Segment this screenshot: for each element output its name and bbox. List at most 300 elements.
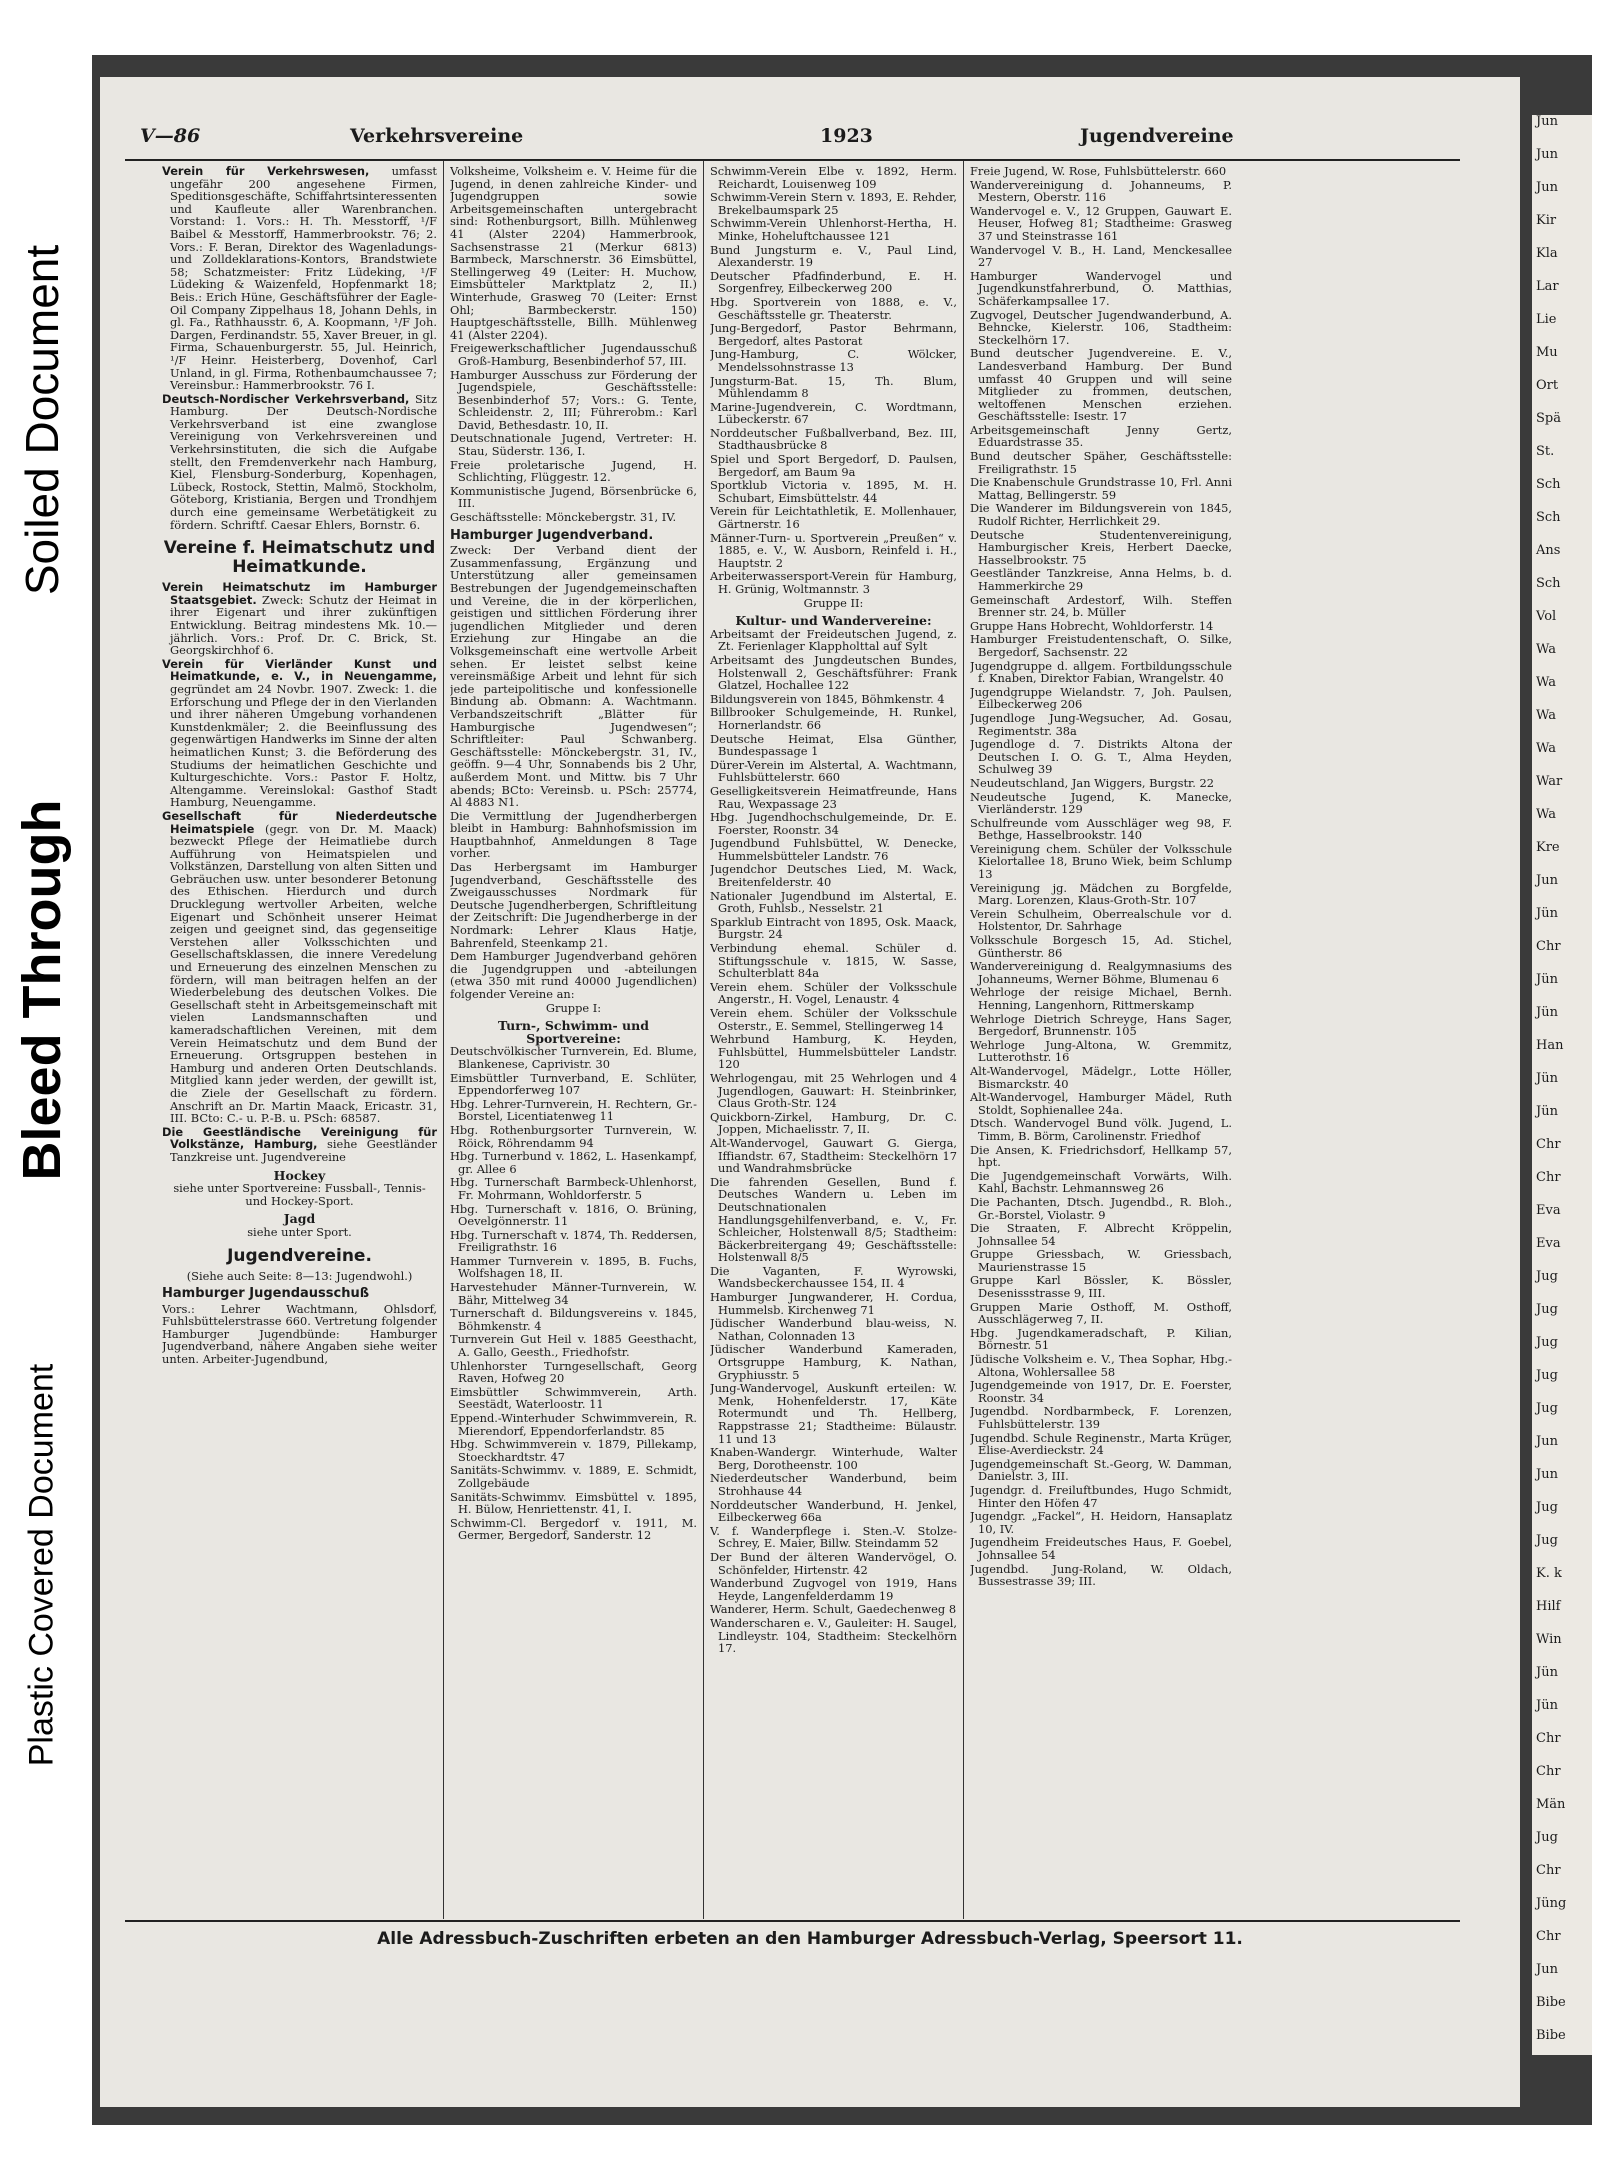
entry-text: Schwimm-Verein Stern v. 1893, E. Rehder, Brekelbaumspark 25 — [710, 190, 957, 217]
directory-entry — [970, 309, 1232, 347]
directory-entry — [450, 485, 697, 510]
entry-text: Hbg. Sportverein von 1888, e. V., Geschäftsstelle gr. Theaterstr. — [710, 294, 957, 322]
neighbor-line: Jug — [1536, 1269, 1558, 1284]
directory-entry — [710, 191, 957, 216]
entry-text: Das Herbergsamt im Hamburger Jugendverband, Geschäftsstelle des Zweigausschusses Nordmark für Deutsche Jugendherbergen, Schriftleitung der Zeitschrift: Die Jugendherberge in der Nordmark: Lehrer Klaus Hatje, Bahrenfeld, Steenkamp 21. — [450, 860, 697, 950]
directory-entry — [710, 375, 957, 400]
entry-text: Die Vermittlung der Jugendherbergen bleibt in Hamburg: Bahnhofsmission im Hauptbahnhof, Anmeldungen 8 Tage vorher. — [450, 808, 697, 861]
entry-text: Hbg. Turnerschaft v. 1816, O. Brüning, Oevelgönnerstr. 11 — [450, 1201, 697, 1229]
entry-text: Hbg. Schwimmverein v. 1879, Pillekamp, Stoeckhardtstr. 47 — [450, 1437, 697, 1464]
entry-text: Geestländer Tanzkreise, Anna Helms, b. d. Hammerkirche 29 — [970, 566, 1232, 593]
entry-text: Wehrloge Dietrich Schreyge, Hans Sager, Bergedorf, Brunnenstr. 105 — [970, 1011, 1232, 1039]
directory-entry — [970, 1484, 1232, 1509]
directory-entry — [710, 733, 957, 758]
directory-entry — [970, 777, 1232, 790]
neighbor-line: Jün — [1536, 1665, 1558, 1680]
directory-entry — [710, 759, 957, 784]
neighbor-line: Jug — [1536, 1302, 1558, 1317]
entry-text: Niederdeutscher Wanderbund, beim Strohhause 44 — [710, 1471, 957, 1498]
directory-entry — [970, 450, 1232, 475]
entry-text: Verein Schulheim, Oberrealschule vor d. Holstentor, Dr. Sahrhage — [970, 906, 1232, 934]
entry-name: Verein für Verkehrswesen, — [162, 165, 370, 178]
entry-text: Gruppe Karl Bössler, K. Bössler, Desenissstrasse 9, III. — [970, 1273, 1232, 1301]
directory-entry — [970, 1353, 1232, 1378]
entry-text: Jugendbund Fuhlsbüttel, W. Denecke, Hummelsbütteler Landstr. 76 — [710, 836, 957, 863]
entry-text: Bund deutscher Jugendvereine. E. V., Landesverband Hamburg. Der Bund umfasst 40 Gruppen und will seine Mitglieder zu frommen, deutschen, weltoffenen Menschen erziehen. Geschäftsstelle: Isestr. 17 — [970, 346, 1232, 424]
entry-text: Eimsbüttler Turnverband, E. Schlüter, Eppendorferweg 107 — [450, 1070, 697, 1098]
directory-entry — [710, 322, 957, 347]
entry-text: Arbeitsamt der Freideutschen Jugend, z. Zt. Ferienlager Klappholttal auf Sylt — [710, 626, 957, 654]
text-column-4 — [970, 165, 1232, 1915]
directory-entry — [162, 581, 437, 657]
neighbor-line: Hilf — [1536, 1599, 1561, 1614]
neighbor-line: Wa — [1536, 741, 1556, 756]
subheading — [450, 1020, 697, 1045]
entry-text: Vereinigung chem. Schüler der Volksschule Kielortallee 18, Bruno Wiek, beim Schlump 13 — [970, 841, 1232, 882]
entry-text: Dürer-Verein im Alstertal, A. Wachtmann, Fuhlsbüttelerstr. 660 — [710, 757, 957, 785]
entry-name: Gesellschaft für Niederdeutsche Heimatspiele — [162, 808, 437, 836]
directory-entry — [970, 882, 1232, 907]
directory-entry — [710, 244, 957, 269]
directory-entry — [450, 1072, 697, 1097]
section-heading — [162, 539, 437, 577]
directory-entry — [450, 1307, 697, 1332]
directory-entry — [450, 165, 697, 341]
directory-entry — [450, 861, 697, 949]
entry-text: (Siehe auch Seite: 8—13: Jugendwohl.) — [186, 1268, 413, 1283]
entry-text: Sanitäts-Schwimmv. v. 1889, E. Schmidt, Zollgebäude — [450, 1463, 697, 1490]
document-page — [100, 77, 1520, 2107]
entry-text: siehe unter Sport. — [247, 1224, 352, 1239]
entry-text: Arbeitsgemeinschaft Jenny Gertz, Eduardstrasse 35. — [970, 422, 1232, 450]
directory-entry — [970, 1170, 1232, 1195]
directory-entry — [162, 393, 437, 532]
directory-entry — [710, 1472, 957, 1497]
directory-entry — [450, 1229, 697, 1254]
directory-entry — [710, 785, 957, 810]
neighbor-line: Jug — [1536, 1500, 1558, 1515]
entry-text: Hamburger Wandervogel und Jugendkunstfahrerbund, O. Matthias, Schäferkampsallee 17. — [970, 268, 1232, 308]
entry-text: Zweck: Der Verband dient der Zusammenfassung, Ergänzung und Unterstützung aller gemeinsamen Bestrebungen der Jugendgemeinschaften und Vereine, die in der körperlichen, geistigen und sittlichen Förderung ihrer jugendlichen Mitglieder und deren Erziehung zur Hingabe an die Volksgemeinschaft eine wertvolle Arbeit sehen. Er leistet selbst keine vereinsmäßige Arbeit und lehnt für sich jede parteipolitische und konfessionelle Bindung ab. Obmann: A. Wachtmann. Verbandszeitschrift „Blätter für Hamburgische Jugendwesen“; Schriftleiter: Paul Schwanberg. Geschäftsstelle: Mönckebergstr. 31, IV., geöffn. 9—4 Uhr, Sonnabends bis 2 Uhr, außerdem Mont. und Mittw. bis 7 Uhr abends; BCto: Vereinsb. u. PSch: 25774, Al 4883 N1. — [450, 543, 697, 810]
directory-entry — [970, 934, 1232, 959]
directory-entry — [970, 1013, 1232, 1038]
directory-entry — [162, 658, 437, 809]
entry-name: Deutsch-Nordischer Verkehrsverband, — [162, 391, 410, 406]
directory-entry — [710, 296, 957, 321]
page-number: V—86 — [140, 125, 201, 147]
entry-text: Jung-Hamburg, C. Wölcker, Mendelssohnstrasse 13 — [710, 347, 957, 374]
directory-entry — [450, 1464, 697, 1489]
entry-text: Turnverein Gut Heil v. 1885 Geesthacht, A. Gallo, Geesth., Friedhofstr. — [450, 1332, 697, 1360]
directory-entry — [450, 950, 697, 1000]
entry-name: Die Geestländische Vereinigung für Volkstänze, Hamburg, — [162, 1124, 437, 1152]
neighbor-line: Spä — [1536, 411, 1561, 426]
entry-text: Vereinigung jg. Mädchen zu Borgfelde, Marg. Lorenzen, Klaus-Groth-Str. 107 — [970, 880, 1232, 908]
text-column-1 — [162, 165, 437, 1915]
entry-text: Neudeutschland, Jan Wiggers, Burgstr. 22 — [970, 775, 1214, 790]
neighbor-line: Chr — [1536, 1863, 1561, 1878]
entry-text: Jugendbd. Jung-Roland, W. Oldach, Bussestrasse 39; III. — [970, 1561, 1232, 1589]
text-column-3 — [710, 165, 957, 1915]
directory-entry — [970, 502, 1232, 527]
entry-text: Die Ansen, K. Friedrichsdorf, Hellkamp 57, hpt. — [970, 1142, 1232, 1170]
directory-entry — [450, 1281, 697, 1306]
neighbor-line: Jug — [1536, 1335, 1558, 1350]
directory-entry — [970, 1327, 1232, 1352]
entry-text: Deutscher Pfadfinderbund, E. H. Sorgenfrey, Eilbeckerweg 200 — [710, 268, 957, 296]
entry-text: Die Vaganten, F. Wyrowski, Wandsbeckerchaussee 154, II. 4 — [710, 1263, 957, 1291]
entry-text: Norddeutscher Wanderbund, H. Jenkel, Eilbeckerweg 66a — [710, 1497, 957, 1525]
entry-text: Eppend.-Winterhuder Schwimmverein, R. Mierendorf, Eppendorferlandstr. 85 — [450, 1411, 697, 1438]
scan-frame — [92, 55, 1592, 2125]
directory-entry — [970, 1196, 1232, 1221]
entry-text: Jugendbd. Nordbarmbeck, F. Lorenzen, Fuhlsbüttelerstr. 139 — [970, 1404, 1232, 1431]
entry-text: Gruppen Marie Osthoff, M. Osthoff, Ausschlägerweg 7, II. — [970, 1299, 1232, 1327]
neighbor-line: Kre — [1536, 840, 1560, 855]
directory-entry — [710, 837, 957, 862]
neighbor-line: Chr — [1536, 1137, 1561, 1152]
neighbor-line: Jün — [1536, 1698, 1558, 1713]
directory-entry — [162, 1270, 437, 1283]
section-heading — [450, 527, 697, 543]
header-rule — [125, 159, 1460, 161]
directory-entry — [450, 1386, 697, 1411]
entry-text: Jugendvereine. — [227, 1245, 372, 1266]
neighbor-line: Jün — [1536, 1104, 1558, 1119]
entry-text: (gegr. von Dr. M. Maack) bezweckt Pflege der Heimatliebe durch Aufführung von Heimatspielen und Volkstänzen, Darstellung von alten Sitten und Gebräuchen usw. unter besonderer Betonung des Ethischen. Hierdurch und durch Drucklegung wertvoller Arbeiten, welche Eigenart und Schönheit unserer Heimat zeigen und geeignet sind, das gegenseitige Verstehen aller Volksschichten und Gesellschaftsklassen, die innere Veredelung und Erneuerung des einzelnen Menschen zu fördern, will man beitragen helfen an der Wiederbelebung des deutschen Volkes. Die Gesellschaft steht in Arbeitsgemeinschaft mit vielen Landsmannschaften und kameradschaftlichen Vereinen, mit dem Verein Heimatschutz und dem Bund der Erneuerung. Ortsgruppen bestehen in Hamburg und anderen Orten Deutschlands. Mitglied kann jeder werden, der gewillt ist, die Ziele der Gesellschaft zu fördern. Anschrift an Dr. Martin Maack, Ericastr. 31, III. BCto: C.- u. P.-B. u. PSch: 68587. — [170, 821, 437, 1126]
directory-entry — [450, 432, 697, 457]
header-year: 1923 — [820, 125, 873, 147]
directory-entry — [450, 1124, 697, 1149]
entry-text: Jugendgruppe d. allgem. Fortbildungsschule f. Knaben, Direktor Fabian, Wrangelstr. 40 — [970, 658, 1232, 686]
entry-text: Geselligkeitsverein Heimatfreunde, Hans Rau, Wexpassage 23 — [710, 783, 957, 811]
entry-text: Freie proletarische Jugend, H. Schlichting, Flüggestr. 12. — [450, 457, 697, 485]
entry-text: Jugendgemeinschaft St.-Georg, W. Damman, Danielstr. 3, III. — [970, 1456, 1232, 1484]
directory-entry — [450, 1412, 697, 1437]
entry-text: Gruppe Griessbach, W. Griessbach, Maurienstrasse 15 — [970, 1247, 1232, 1274]
entry-text: gegründet am 24 Novbr. 1907. Zweck: 1. die Erforschung und Pflege der in den Vierlanden und ihrer näheren Umgebung vorhandenen Kunstdenkmäler; 2. die Beeinflussung des gegenwärtigen Handwerks im Sinne der alten heimatlichen Kunst; 3. die Beförderung des Studiums der heimatlichen Geschichte und Kulturgeschichte. Vors.: Pastor F. Holtz, Altengamme. Vereinslokal: Gasthof Stadt Hamburg, Neuengamme. — [170, 681, 437, 810]
entry-text: Eimsbüttler Schwimmverein, Arth. Seestädt, Waterloostr. 11 — [450, 1384, 697, 1412]
directory-entry — [710, 1446, 957, 1471]
neighbor-line: Win — [1536, 1632, 1562, 1647]
directory-entry — [970, 179, 1232, 204]
directory-entry — [970, 1144, 1232, 1169]
entry-text: Hbg. Rothenburgsorter Turnverein, W. Röick, Röhrendamm 94 — [450, 1122, 697, 1150]
directory-entry — [162, 1303, 437, 1366]
entry-text: Jugendgruppe Wielandstr. 7, Joh. Paulsen, Eilbeckerweg 206 — [970, 684, 1232, 712]
column-divider — [703, 161, 704, 1919]
plastic-covered-label: Plastic Covered Document — [22, 1363, 61, 1767]
entry-text: Die fahrenden Gesellen, Bund f. Deutsches Wandern u. Leben im Deutschnationalen Handlungsgehilfenverband, e. V., Fr. Schleicher, Holstenwall 8/5; Stadtheim: Bäckerbreitergang 49; Geschäftsstelle: Holstenwall 8/5 — [710, 1174, 957, 1265]
directory-entry — [710, 1291, 957, 1316]
entry-text: Hbg. Turnerbund v. 1862, L. Hasenkampf, gr. Allee 6 — [450, 1149, 697, 1176]
entry-text: Neudeutsche Jugend, K. Manecke, Vierländerstr. 129 — [970, 789, 1232, 817]
directory-entry — [970, 594, 1232, 619]
neighbor-line: Jun — [1536, 180, 1558, 195]
directory-entry — [710, 1317, 957, 1342]
directory-entry — [710, 1176, 957, 1264]
entry-text: Jung-Wandervogel, Auskunft erteilen: W. Menk, Hohenfelderstr. 17, Käte Rotermundt und Th. Hellberg, Rappstrasse 21; Stadtheime: Bülaustr. 11 und 13 — [710, 1381, 957, 1446]
neighbor-line: Vol — [1536, 609, 1557, 624]
directory-entry — [970, 347, 1232, 423]
section-heading — [162, 1288, 437, 1301]
directory-entry — [162, 1126, 437, 1164]
entry-text: Deutschvölkischer Turnverein, Ed. Blume, Blankenese, Caprivistr. 30 — [450, 1044, 697, 1071]
neighbor-line: Jun — [1536, 147, 1558, 162]
entry-text: Jüdische Volksheim e. V., Thea Sophar, Hbg.-Altona, Wohlersallee 58 — [970, 1352, 1232, 1379]
entry-text: Hamburger Jugendverband. — [450, 527, 654, 543]
entry-text: Jüdischer Wanderbund blau-weiss, N. Nathan, Colonnaden 13 — [710, 1316, 957, 1343]
directory-entry — [970, 1091, 1232, 1116]
directory-entry — [710, 479, 957, 504]
neighbor-line: Jun — [1536, 1434, 1558, 1449]
entry-text: Wanderer, Herm. Schult, Gaedechenweg 8 — [710, 1602, 957, 1617]
directory-entry — [970, 817, 1232, 842]
directory-entry — [710, 401, 957, 426]
directory-entry — [710, 570, 957, 595]
neighbor-line: Wa — [1536, 675, 1556, 690]
entry-text: Arbeiterwassersport-Verein für Hamburg, H. Grünig, Woltmannstr. 3 — [710, 569, 957, 596]
entry-text: Jugendgr. d. Freiluftbundes, Hugo Schmidt, Hinter den Höfen 47 — [970, 1482, 1232, 1510]
neighbor-line: Jüng — [1536, 1896, 1567, 1911]
entry-text: Jungsturm-Bat. 15, Th. Blum, Mühlendamm 8 — [710, 373, 957, 401]
entry-text: Bund deutscher Späher, Geschäftsstelle: Freiligrathstr. 15 — [970, 449, 1232, 476]
entry-text: Billbrooker Schulgemeinde, H. Runkel, Hornerlandstr. 66 — [710, 705, 957, 732]
entry-text: Spiel und Sport Bergedorf, D. Paulsen, Bergedorf, am Baum 9a — [710, 452, 957, 479]
directory-entry — [970, 960, 1232, 985]
directory-entry — [970, 1039, 1232, 1064]
directory-entry — [710, 890, 957, 915]
entry-text: Knaben-Wandergr. Winterhude, Walter Berg, Dorotheenstr. 100 — [710, 1445, 957, 1472]
section-heading — [162, 1247, 437, 1266]
directory-entry — [710, 1072, 957, 1110]
neighbor-line: Chr — [1536, 1929, 1561, 1944]
directory-entry — [970, 205, 1232, 243]
directory-entry — [970, 1563, 1232, 1588]
directory-entry — [970, 1536, 1232, 1561]
neighbor-line: Jun — [1536, 115, 1558, 129]
entry-text: Jugendbd. Schule Reginenstr., Marta Krüger, Elise-Averdieckstr. 24 — [970, 1430, 1232, 1458]
directory-entry — [450, 1176, 697, 1201]
entry-text: Sparklub Eintracht von 1895, Osk. Maack, Burgstr. 24 — [710, 914, 957, 942]
directory-entry — [710, 1551, 957, 1576]
entry-text: Harvestehuder Männer-Turnverein, W. Bähr, Mittelweg 34 — [450, 1280, 697, 1307]
entry-text: Geschäftsstelle: Mönckebergstr. 31, IV. — [450, 510, 677, 525]
directory-entry — [970, 244, 1232, 269]
neighbor-line: Kla — [1536, 246, 1558, 261]
entry-text: Volksschule Borgesch 15, Ad. Stichel, Güntherstr. 86 — [970, 933, 1232, 960]
entry-text: Marine-Jugendverein, C. Wordtmann, Lübeckerstr. 67 — [710, 399, 957, 427]
directory-entry — [710, 981, 957, 1006]
entry-text: siehe unter Sportvereine: Fussball-, Tennis- und Hockey-Sport. — [173, 1181, 426, 1208]
entry-text: Wehrbund Hamburg, K. Heyden, Fuhlsbüttel, Hummelsbütteler Landstr. 120 — [710, 1032, 957, 1072]
neighbor-line: Eva — [1536, 1236, 1561, 1251]
column-divider — [443, 161, 444, 1919]
neighbor-line: Ort — [1536, 378, 1559, 393]
directory-entry — [970, 1222, 1232, 1247]
entry-text: siehe Geestländer Tanzkreise unt. Jugendvereine — [170, 1137, 437, 1164]
column-divider — [963, 161, 964, 1919]
entry-text: Wehrloge der reisige Michael, Bernh. Henning, Langenhorn, Rittmerskamp — [970, 985, 1232, 1012]
neighbor-line: Lie — [1536, 312, 1557, 327]
entry-text: Verein ehem. Schüler der Volksschule Osterstr., E. Semmel, Stellingerweg 14 — [710, 1006, 957, 1033]
entry-text: Männer-Turn- u. Sportverein „Preußen“ v. 1885, e. V., W. Ausborn, Reinfeld i. H., Hauptstr. 2 — [710, 530, 957, 570]
directory-entry — [970, 1117, 1232, 1142]
neighbor-line: Lar — [1536, 279, 1559, 294]
entry-text: Hbg. Turnerschaft Barmbeck-Uhlenhorst, Fr. Mohrmann, Wohldorferstr. 5 — [450, 1175, 697, 1202]
directory-entry — [710, 693, 957, 706]
entry-text: Alt-Wandervogel, Gauwart G. Gierga, Iffiandstr. 67, Stadtheim: Steckelhörn 17 und Wandrahmsbrücke — [710, 1135, 957, 1176]
directory-entry — [450, 369, 697, 432]
entry-text: Hammer Turnverein v. 1895, B. Fuchs, Wolfshagen 18, II. — [450, 1253, 697, 1281]
entry-text: Sitz Hamburg. Der Deutsch-Nordische Verkehrsverband ist eine zwanglose Vereinigung von Verkehrsvereinen und Verkehrsinstituten, die sich die Aufgabe stellt, den Fremdenverkehr nach Hamburg, Kiel, Flensburg-Sonderburg, Kopenhagen, Lübeck, Rostock, Stettin, Malmö, Stockholm, Göteborg, Kristiania, Bergen und Trondhjem durch eine gemeinsame Werbetätigkeit zu fördern. Schriftf. Caesar Ehlers, Bornstr. 6. — [170, 391, 437, 532]
entry-text: Gruppe II: — [803, 595, 864, 610]
entry-text: Deutschnationale Jugend, Vertreter: H. Stau, Süderstr. 136, I. — [450, 431, 697, 459]
entry-text: Wanderbund Zugvogel von 1919, Hans Heyde, Langenfelderdamm 19 — [710, 1576, 957, 1603]
entry-text: Hbg. Jugendkameradschaft, P. Kilian, Börnestr. 51 — [970, 1325, 1232, 1353]
directory-entry — [970, 1274, 1232, 1299]
directory-entry — [970, 270, 1232, 308]
entry-text: Volksheime, Volksheim e. V. Heime für die Jugend, in denen zahlreiche Kinder- und Jugendgruppen sowie Arbeitsgemeinschaften untergebracht sind: Rothenburgsort, Billh. Mühlenweg 41 (Alster 2204) Hammerbrook, Sachsenstrasse 21 (Merkur 6813) Barmbeck, Marschnerstr. 36 Eimsbüttel, Stellingerweg 49 (Leiter: H. Muchow, Eimsbütteler Marktplatz 2, II.) Winterhude, Grasweg 70 (Leiter: Ernst Ohl; Barmbeckerstr. 150) Hauptgeschäftsstelle, Billh. Mühlenweg 41 (Alster 2204). — [450, 165, 697, 342]
directory-entry — [162, 1182, 437, 1207]
directory-entry — [970, 986, 1232, 1011]
directory-entry — [710, 706, 957, 731]
entry-text: V. f. Wanderpflege i. Sten.-V. Stolze-Schrey, E. Maier, Billw. Steindamm 52 — [710, 1523, 957, 1551]
directory-entry — [450, 1150, 697, 1175]
footer-rule — [125, 1920, 1460, 1922]
neighbor-line: Sch — [1536, 576, 1561, 591]
neighbor-line: Chr — [1536, 1731, 1561, 1746]
directory-entry — [710, 1343, 957, 1381]
entry-text: Bildungsverein von 1845, Böhmkenstr. 4 — [710, 691, 945, 706]
entry-text: Vereine f. Heimatschutz und Heimatkunde. — [163, 538, 436, 578]
directory-entry — [710, 1265, 957, 1290]
entry-text: Wandervogel e. V., 12 Gruppen, Gauwart E. Heuser, Hofweg 81; Stadtheime: Grasweg 37 und Steinstrasse 161 — [970, 203, 1232, 243]
page-header — [120, 125, 1500, 153]
directory-entry — [162, 810, 437, 1125]
entry-text: Die Straaten, F. Albrecht Kröppelin, Johnsallee 54 — [970, 1221, 1232, 1248]
entry-name: Verein Heimatschutz im Hamburger Staatsgebiet. — [162, 580, 437, 607]
entry-text: Gruppe I: — [545, 1000, 602, 1015]
entry-text: Jugendloge Jung-Wegsucher, Ad. Gosau, Regimentstr. 38a — [970, 710, 1232, 738]
entry-text: Wehrlogengau, mit 25 Wehrlogen und 4 Jugendlogen, Gauwart: H. Steinbrinker, Claus Groth-Str. 124 — [710, 1070, 957, 1111]
directory-entry — [450, 544, 697, 808]
entry-text: Verein für Leichtathletik, E. Mollenhauer, Gärtnerstr. 16 — [710, 504, 957, 532]
directory-entry — [970, 712, 1232, 737]
page-footer: Alle Adressbuch-Zuschriften erbeten an den Hamburger Adressbuch-Verlag, Speersort 11. — [377, 1929, 1243, 1949]
neighbor-line: Jün — [1536, 1005, 1558, 1020]
entry-text: Schwimm-Verein Uhlenhorst-Hertha, H. Minke, Hoheluftchaussee 121 — [710, 216, 957, 243]
directory-entry — [162, 1226, 437, 1239]
neighbor-line: Ans — [1536, 543, 1561, 558]
directory-entry — [970, 424, 1232, 449]
header-left-title: Verkehrsvereine — [350, 125, 524, 147]
directory-entry — [450, 1255, 697, 1280]
neighbor-line: Jug — [1536, 1401, 1558, 1416]
directory-entry — [970, 1432, 1232, 1457]
directory-entry — [970, 165, 1232, 178]
directory-entry — [970, 1458, 1232, 1483]
entry-name: Verein für Vierländer Kunst und Heimatkunde, e. V., in Neuengamme, — [162, 656, 437, 684]
entry-text: Deutsche Heimat, Elsa Günther, Bundespassage 1 — [710, 731, 957, 759]
directory-entry — [710, 1382, 957, 1445]
neighbor-line: Jun — [1536, 1962, 1558, 1977]
entry-text: Sportklub Victoria v. 1895, M. H. Schubart, Eimsbüttelstr. 44 — [710, 478, 957, 505]
entry-text: Wandervogel V. B., H. Land, Menckesallee 27 — [970, 242, 1232, 270]
directory-entry — [450, 342, 697, 367]
neighbor-line: Mu — [1536, 345, 1558, 360]
entry-text: Bund Jungsturm e. V., Paul Lind, Alexanderstr. 19 — [710, 242, 957, 270]
directory-entry — [450, 511, 697, 524]
directory-entry — [450, 1045, 697, 1070]
directory-entry — [970, 633, 1232, 658]
directory-entry — [710, 532, 957, 570]
directory-entry — [710, 1111, 957, 1136]
header-right-title: Jugendvereine — [1080, 125, 1234, 147]
entry-text: Hamburger Jugendausschuß — [162, 1286, 370, 1302]
directory-entry — [970, 791, 1232, 816]
entry-text: Arbeitsamt des Jungdeutschen Bundes, Holstenwall 2, Geschäftsführer: Frank Glatzel, Hochallee 122 — [710, 652, 957, 693]
directory-entry — [970, 686, 1232, 711]
directory-entry — [162, 165, 437, 392]
entry-text: Jung-Bergedorf, Pastor Behrmann, Bergedorf, altes Pastorat — [710, 321, 957, 348]
entry-text: Vors.: Lehrer Wachtmann, Ohlsdorf, Fuhlsbüttelerstrasse 660. Vertretung folgender Hamburger Jugendbünde: Hamburger Jugendverband, nähere Angaben siehe weiter unten. Arbeiter-Jugendbund, — [162, 1301, 437, 1367]
directory-entry — [710, 1577, 957, 1602]
neighbor-line: Eva — [1536, 1203, 1561, 1218]
directory-entry — [710, 1617, 957, 1655]
directory-entry — [710, 505, 957, 530]
directory-entry — [970, 1301, 1232, 1326]
neighbor-line: Jug — [1536, 1368, 1558, 1383]
directory-entry — [710, 811, 957, 836]
soiled-document-label: Soiled Document — [16, 244, 68, 596]
entry-text: Verein ehem. Schüler der Volksschule Angerstr., H. Vogel, Lenaustr. 4 — [710, 979, 957, 1007]
entry-text: Hbg. Turnerschaft v. 1874, Th. Reddersen, Freiligrathstr. 16 — [450, 1227, 697, 1255]
directory-entry — [450, 1517, 697, 1542]
side-labels — [0, 0, 85, 2177]
directory-entry — [450, 1491, 697, 1516]
directory-entry — [710, 427, 957, 452]
entry-text: Freigewerkschaftlicher Jugendausschuß Groß-Hamburg, Besenbinderhof 57, III. — [450, 341, 697, 368]
entry-text: Hamburger Freistudentenschaft, O. Silke, Bergedorf, Sachsenstr. 22 — [970, 632, 1232, 659]
entry-text: Wandervereinigung d. Realgymnasiums des Johanneums, Werner Böhme, Blumenau 6 — [970, 959, 1232, 986]
entry-text: Die Knabenschule Grundstrasse 10, Frl. Anni Mattag, Bellingerstr. 59 — [970, 475, 1232, 502]
neighbor-line: Kir — [1536, 213, 1557, 228]
neighbor-line: Sch — [1536, 510, 1561, 525]
entry-text: Turnerschaft d. Bildungsvereins v. 1845, Böhmkenstr. 4 — [450, 1306, 697, 1333]
neighbor-line: Jug — [1536, 1830, 1558, 1845]
neighbor-line: Jün — [1536, 906, 1558, 921]
directory-entry — [450, 1360, 697, 1385]
neighbor-line: Chr — [1536, 1170, 1561, 1185]
neighbor-line: Jug — [1536, 1533, 1558, 1548]
entry-text: Norddeutscher Fußballverband, Bez. III, Stadthausbrücke 8 — [710, 425, 957, 453]
entry-text: Turn-, Schwimm- und Sportvereine: — [498, 1018, 649, 1046]
directory-entry — [970, 660, 1232, 685]
entry-text: Kommunistische Jugend, Börsenbrücke 6, III. — [450, 483, 697, 511]
neighbor-line: Bibe — [1536, 1995, 1566, 2010]
directory-entry — [710, 453, 957, 478]
neighbor-line: War — [1536, 774, 1563, 789]
directory-entry — [450, 459, 697, 484]
entry-text: Sanitäts-Schwimmv. Eimsbüttel v. 1895, H. Bülow, Henriettenstr. 41, I. — [450, 1489, 697, 1517]
entry-text: Jugendheim Freideutsches Haus, F. Goebel, Johnsallee 54 — [970, 1535, 1232, 1562]
directory-entry — [710, 1007, 957, 1032]
entry-text: Hamburger Jungwanderer, H. Cordua, Hummelsb. Kirchenweg 71 — [710, 1290, 957, 1317]
directory-entry — [970, 1248, 1232, 1273]
directory-entry — [450, 810, 697, 860]
entry-text: Die Pachanten, Dtsch. Jugendbd., R. Bloh., Gr.-Borstel, Violastr. 9 — [970, 1194, 1232, 1222]
